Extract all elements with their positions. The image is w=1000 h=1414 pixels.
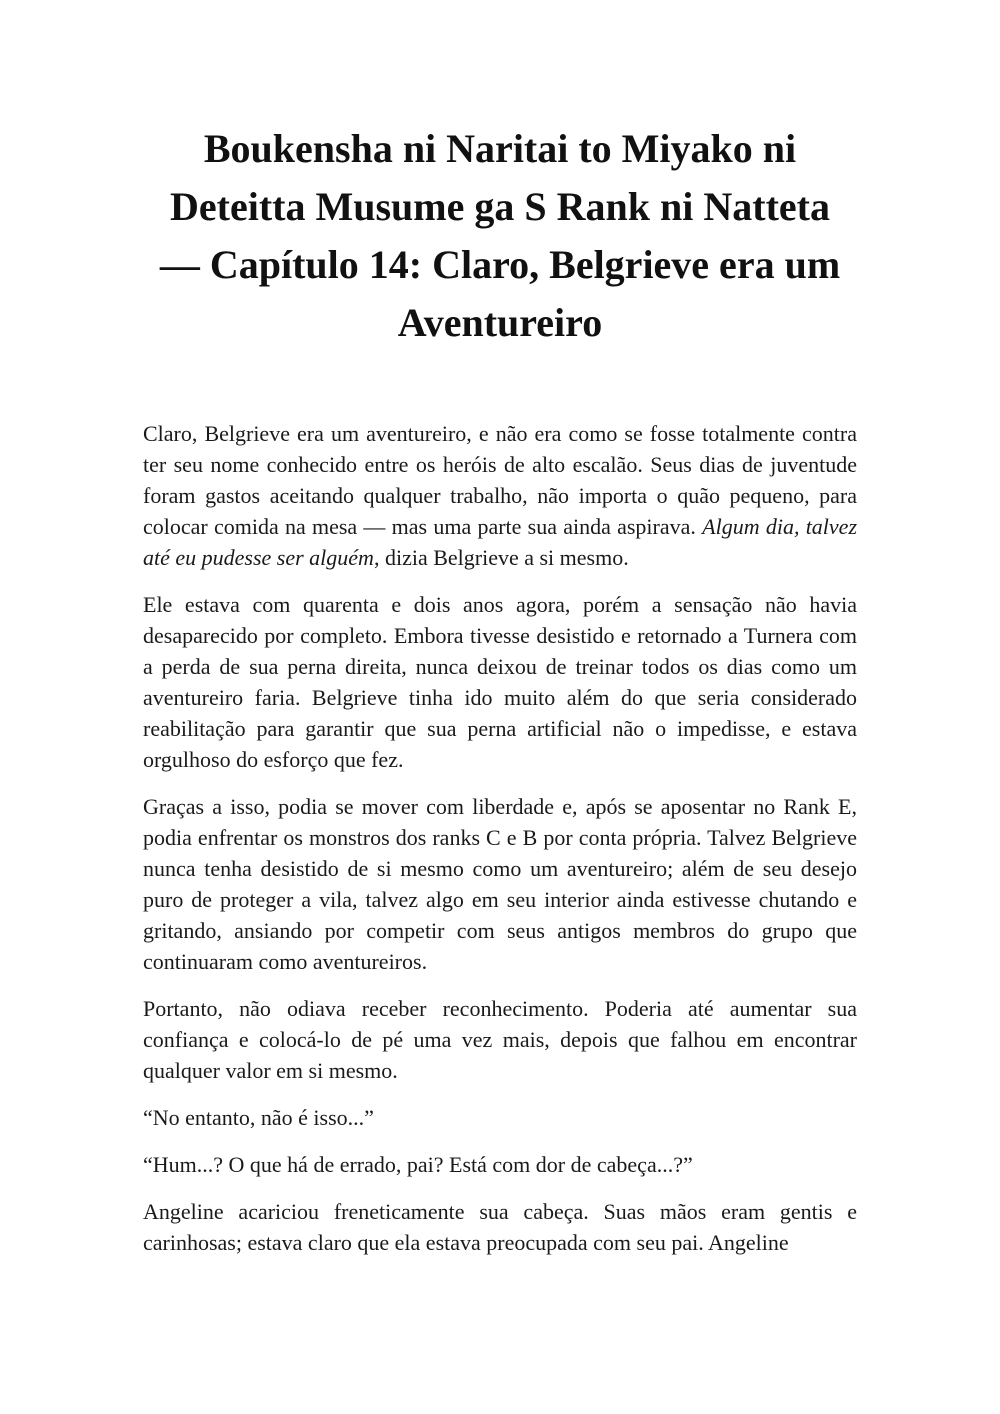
paragraph-1 (143, 418, 857, 573)
paragraph-1-text-end: , dizia Belgrieve a si mesmo. (373, 545, 629, 570)
title-line-4: Aventureiro (397, 300, 603, 345)
paragraph-3: Graças a isso, podia se mover com liberdade e, após se aposentar no Rank E, podia enfrentar os monstros dos ranks C e B por conta própria. Talvez Belgrieve nunca tenha desistido de si mesmo como um aventureiro; além de seu desejo puro de proteger a vila, talvez algo em seu interior ainda estivesse chutando e gritando, ansiando por competir com seus antigos membros do grupo que continuaram como aventureiros. (143, 794, 857, 974)
paragraph-7: Angeline acariciou freneticamente sua cabeça. Suas mãos eram gentis e carinhosas; estava claro que ela estava preocupada com seu pai. Angeline (143, 1199, 857, 1255)
paragraph-1-text-start: Claro, Belgrieve era um aventureiro, e não era como se fosse totalmente contra ter seu nome conhecido entre os heróis de alto escalão. Seus dias de juventude foram gastos aceitando qualquer trabalho, não importa o quão pequeno, para colocar comida na mesa — mas uma parte sua ainda aspirava. (143, 421, 857, 539)
paragraph-5-dialogue: “No entanto, não é isso...” (143, 1105, 374, 1130)
chapter-body (143, 418, 857, 1274)
paragraph-1-italic-thought: Algum dia, talvez até eu pudesse ser alguém (143, 514, 858, 570)
title-line-1: Boukensha ni Naritai to Miyako ni (203, 126, 797, 171)
paragraph-6-dialogue: “Hum...? O que há de errado, pai? Está com dor de cabeça...?” (143, 1152, 693, 1177)
title-line-3: — Capítulo 14: Claro, Belgrieve era um (159, 242, 841, 287)
title-line-2: Deteitta Musume ga S Rank ni Natteta (170, 184, 830, 229)
chapter-title (110, 120, 890, 352)
paragraph-4: Portanto, não odiava receber reconhecimento. Poderia até aumentar sua confiança e colocá-lo de pé uma vez mais, depois que falhou em encontrar qualquer valor em si mesmo. (143, 996, 857, 1083)
paragraph-2: Ele estava com quarenta e dois anos agora, porém a sensação não havia desaparecido por completo. Embora tivesse desistido e retornado a Turnera com a perda de sua perna direita, nunca deixou de treinar todos os dias como um aventureiro faria. Belgrieve tinha ido muito além do que seria considerado reabilitação para garantir que sua perna artificial não o impedisse, e estava orgulhoso do esforço que fez. (143, 592, 857, 772)
